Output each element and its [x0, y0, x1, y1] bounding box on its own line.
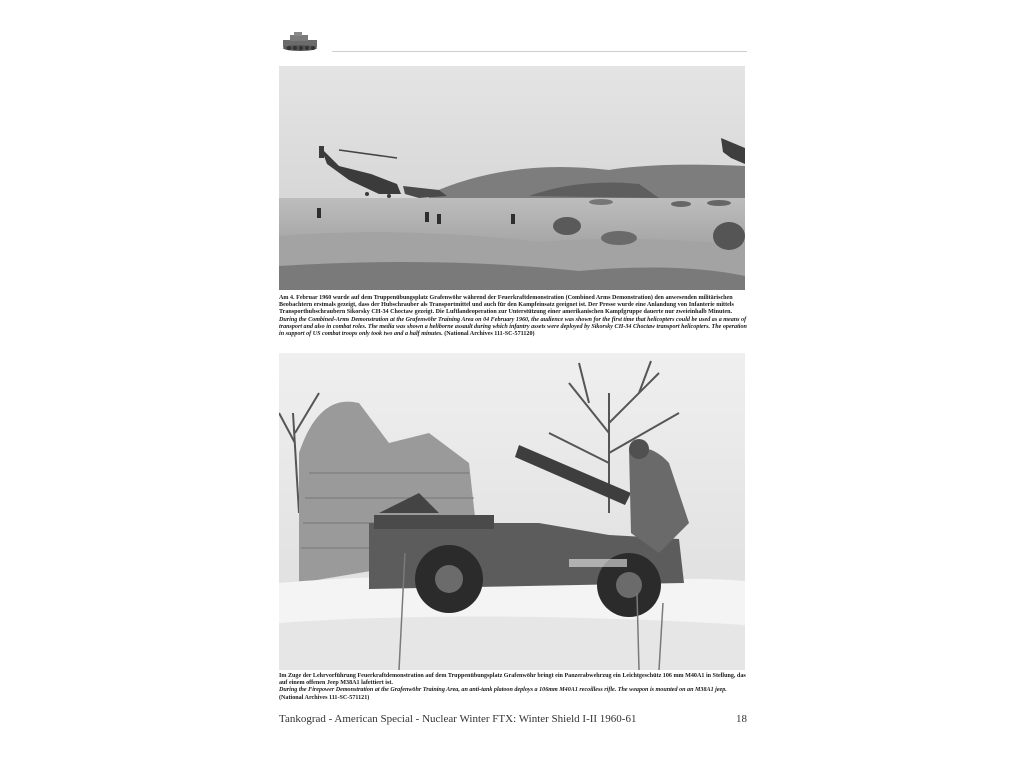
header-rule	[332, 51, 747, 52]
figure-caption	[279, 295, 747, 338]
caption-english: During the Combined-Arms Demonstration at the Grafenwöhr Training Area on 04 February 1960, the audience was shown for the first time that helicopters could be used as a means of transport and also in combat roles. The media was shown a heliborne assault during which infantry assets were deployed by Sikorsky CH-34 Choctaw transport helicopters. The operation in support of US combat troops only took two and a half minutes.	[279, 316, 747, 338]
caption-source: (National Archives 111-SC-571121)	[279, 694, 370, 701]
figure-caption	[279, 673, 747, 702]
caption-german: Im Zuge der Lehrvorführung Feuerkraftdemonstration auf dem Truppenübungsplatz Grafenwöhr bringt ein Panzerabwehrzug ein Leichtgeschütz 106 mm M40A1 in Stellung, das auf einem offenen Jeep M38A1 lafettiert ist.	[279, 673, 746, 687]
footer-title: Tankograd - American Special - Nuclear Winter FTX: Winter Shield I-II 1960-61	[279, 713, 637, 725]
caption-german: Am 4. Februar 1960 wurde auf dem Truppenübungsplatz Grafenwöhr während der Feuerkraftdemonstration (Combined Arms Demonstration) den anwesenden militärischen Beobachtern erstmals gezeigt, dass der Hubschrauber als Transportmittel und auch für den Kampfeinsatz geeignet ist. Der Presse wurde eine Anlandung von Infanterie mittels Transporthubschraubern Sikorsky CH-34 Choctaw gezeigt. Die Luftlandeoperation zur Unterstützung einer amerikanischen Kampfgruppe dauerte nur zweieinhalb Minuten.	[279, 295, 734, 316]
jeep-recoilless-rifle-photo	[279, 353, 745, 670]
caption-source: (National Archives 111-SC-571120)	[444, 331, 535, 338]
caption-english: During the Firepower Demonstration at the Grafenwöhr Training Area, an anti-tank platoon deploys a 106mm M40A1 recoilless rifle. The weapon is mounted on an M38A1 jeep.	[279, 687, 727, 694]
page-number: 18	[736, 713, 747, 725]
tank-icon	[280, 30, 322, 52]
helicopter-landing-photo	[279, 66, 745, 290]
